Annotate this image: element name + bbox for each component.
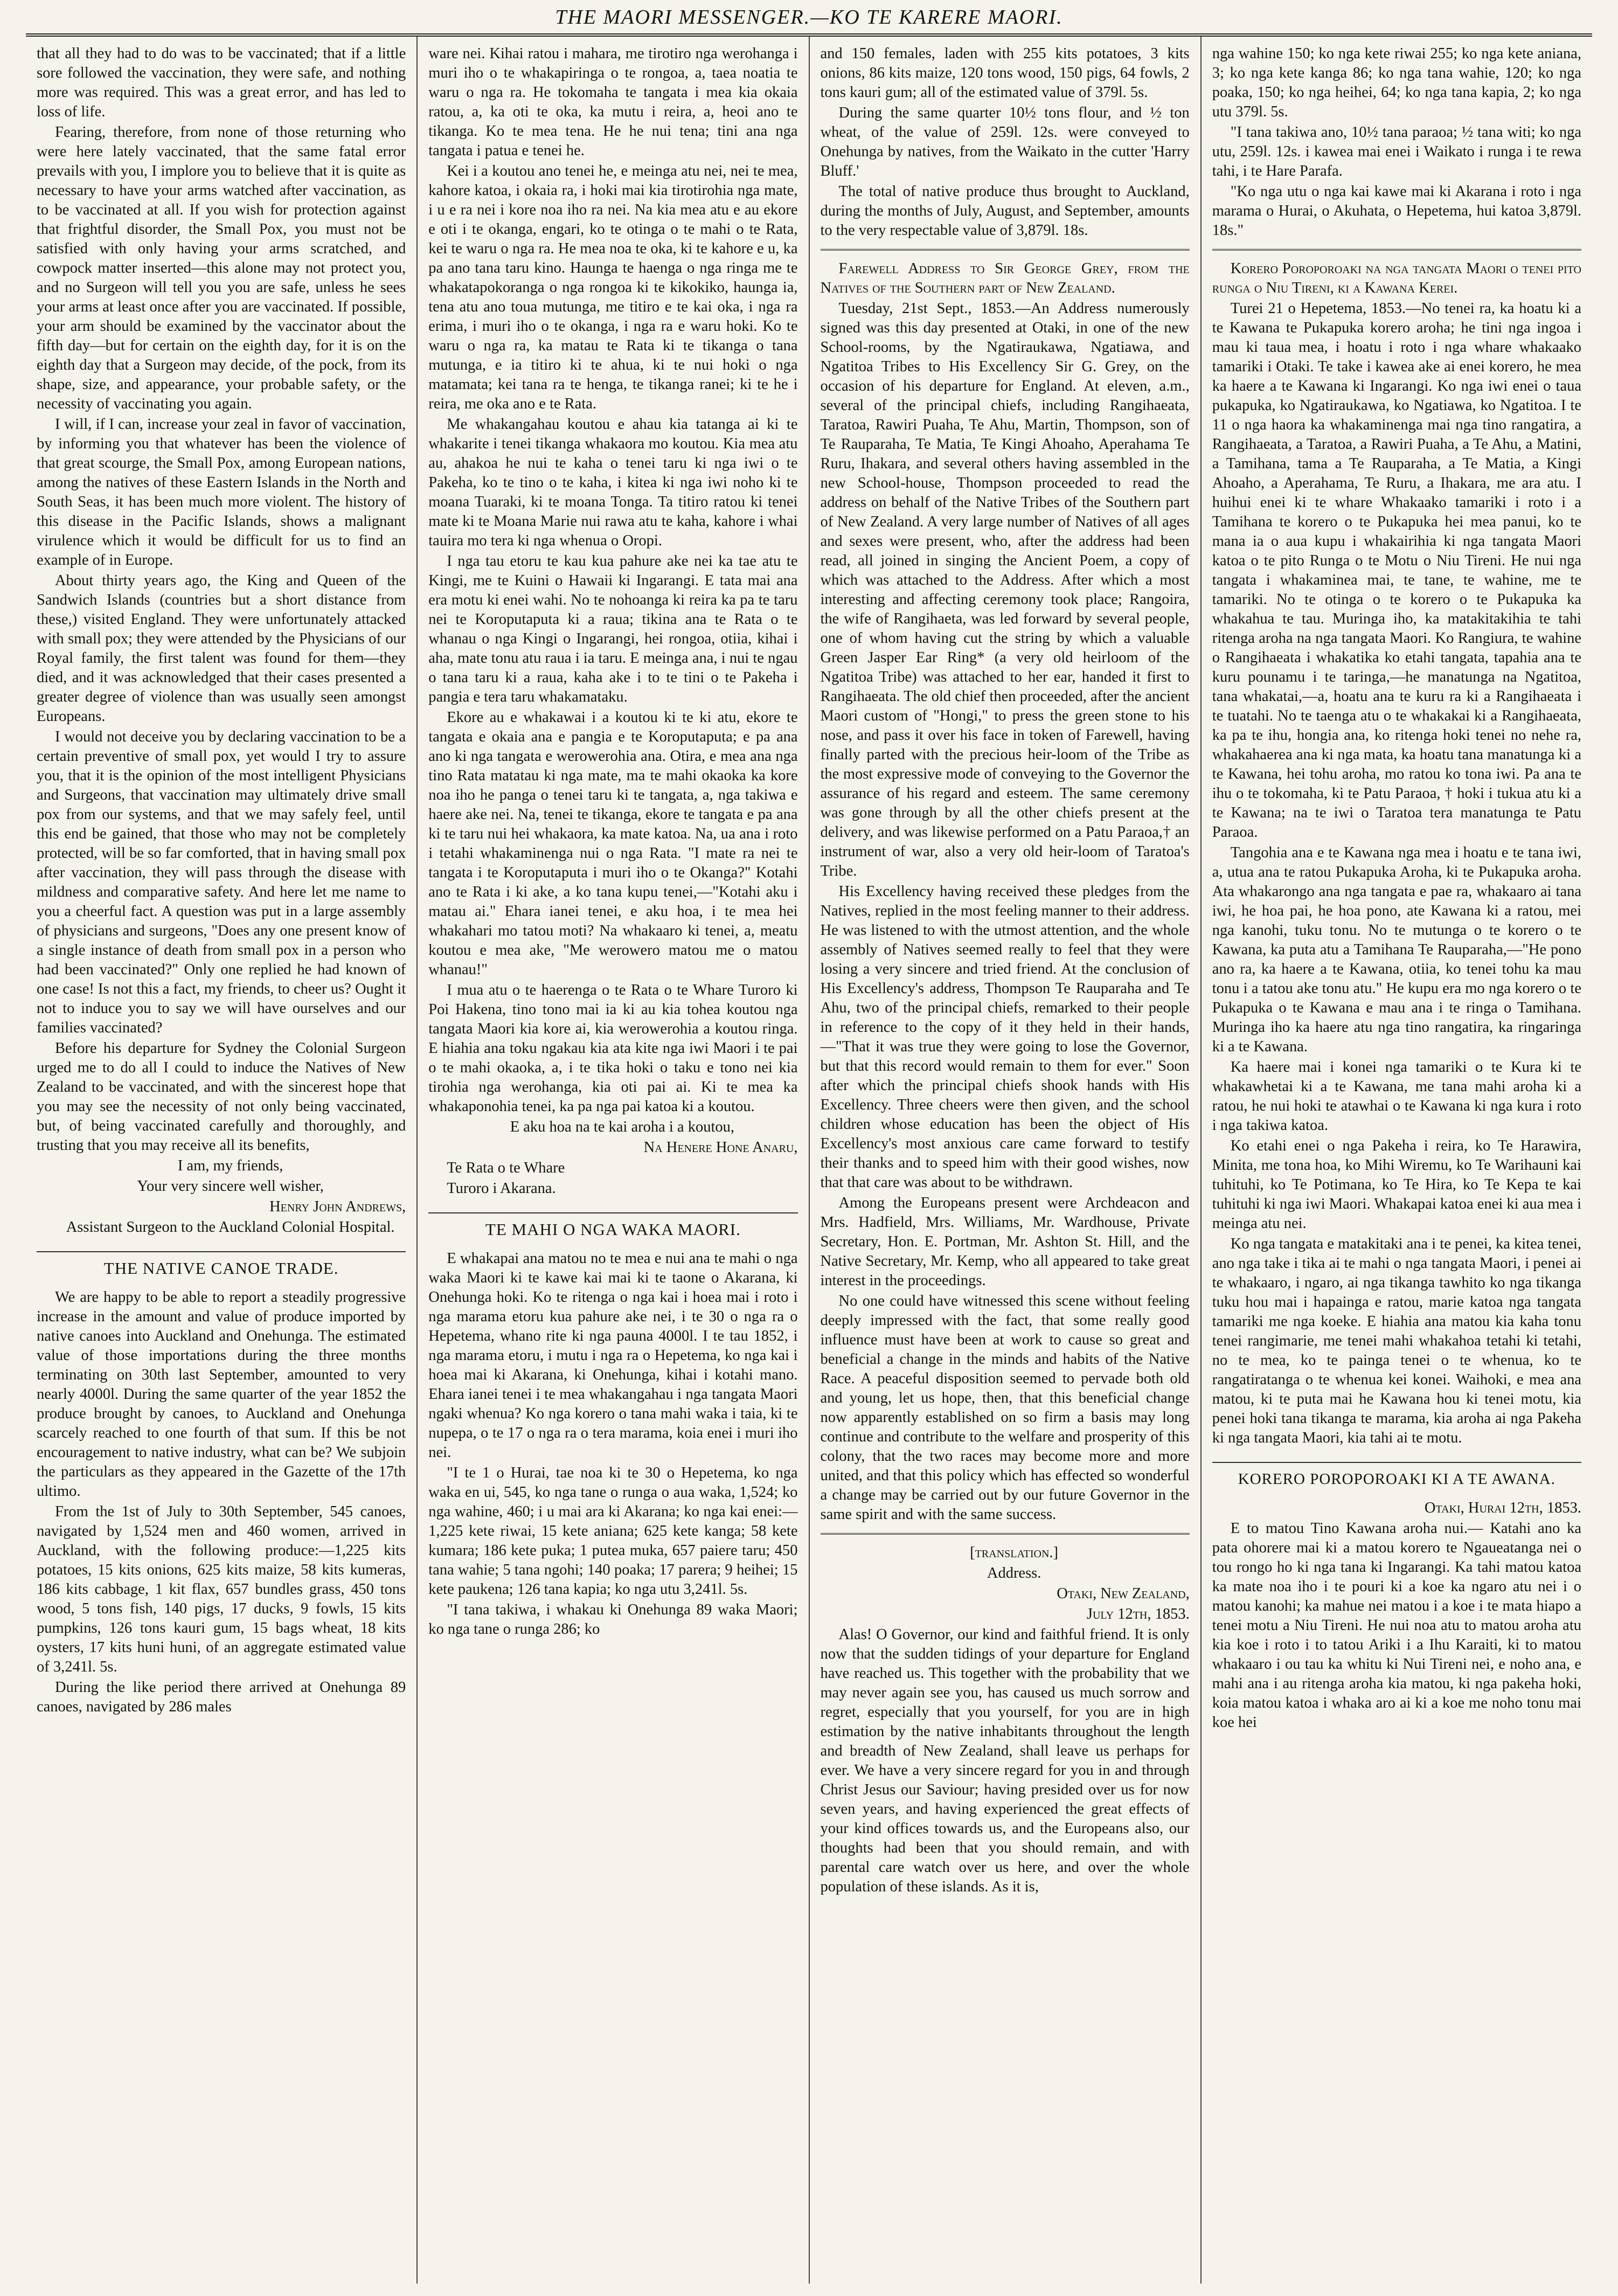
paragraph: From the 1st of July to 30th September, 545 canoes, navigated by 1,524 men and 460 women, arrived in Auckland, with the following produce:—1,225 kits potatoes, 15 kits onions, 625 kits maize, 58 kits kumeras, 186 kits cabbage, 1 kit flax, 657 bundles grass, 450 tons wood, 5 tons fish, 140 pigs, 17 ducks, 9 fowls, 15 kits pumpkins, 126 tons kauri gum, 15 bags wheat, 18 kits oysters, 17 kits huni huni, of an aggregate estimated value of 3,241l. 5s. (37, 1503, 406, 1675)
signature-line: I am, my friends, (177, 1157, 283, 1174)
date-line: Otaki, Hurai 12th, 1853. (1424, 1500, 1581, 1516)
masthead: THE MAORI MESSENGER.—KO TE KARERE MAORI. (26, 5, 1592, 37)
paragraph: "I te 1 o Hurai, tae noa ki te 30 o Hepetema, ko nga waka en ui, 545, ko nga tane o runga o aua waka, 1,524; ko nga wahine, 460; i u mai ara ki Akarana; ko nga kai enei:—1,225 kete riwai, 15 kete aniana; 625 kete kanga; 58 kete kumara; 186 kete puka; 1 putea muka, 657 paiere taru; 450 tana wahie; 5 tana ngohi; 140 poaka; 17 parera; 9 heihei; 15 kete paukena; 126 tana kapia; ko nga utu 3,241l. 5s. (428, 1465, 798, 1598)
signature-line: Your very sincere well wisher, (137, 1178, 324, 1195)
paragraph: Ko etahi enei o nga Pakeha i reira, ko Te Harawira, Minita, me tona hoa, ko Mihi Wiremu, ko Te Warihauni kai tuhituhi, ko Te Potimana, ko Te Hira, ko Te Kepa te kai tuhituhi ki nga iwi Maori. Whakapai katoa enei ki aua mea i meinga atu nei. (1212, 1137, 1581, 1232)
paragraph: I would not deceive you by declaring vaccination to be a certain preventive of small pox, yet would I try to assure you, that it is the opinion of the most intelligent Physicians and Surgeons, that vaccination may ultimately drive small pox from our systems, and that we may safely feel, until this end be gained, that those who may not be completely protected, will be so far comforted, that in having small pox after vaccination, they will pass through the disease with mildness and comparative safety. And here let me name to you a cheerful fact. A question was put in a large assembly of physicians and surgeons, "Does any one present know of a single instance of death from small pox in a person who had been vaccinated?" Only one replied he had known of one case! Is not this a fact, my friends, to cheer us? Ought it not to induce you to say we will have ourselves and our families vaccinated? (37, 729, 406, 1036)
paragraph: Kei i a koutou ano tenei he, e meinga atu nei, nei te mea, kahore katoa, i okaia ra, i hoki mai kia tirotirohia nga mate, i u e ra nei i kore noa iho ra nei. Na kia mea atu e au ekore e oti i te okanga, engari, ko te otinga o te mahi o te Rata, kei te waru o nga ra. He mea noa te oka, ki te kahore e u, ka pa ano tana taru kino. Haunga te haenga o nga ringa me te whakatapokoranga o nga rongoa ki te kikokiko, haunga ia, tena atu ano toua mutunga, me titiro e te kai oka, i nga ra erima, i muri iho o te okanga, i nga ra e waru hoki. Ko te waru o nga ra, ka matau te Rata ki te tikanga o tana mutunga, e ia titiro ki te ahua, ki te nui hoki o nga matamata; kei tana ra te henga, te tikanga ranei; ki te he i reira, me oka ano e te Rata. (428, 163, 798, 412)
signature-name: Henry John Andrews, (269, 1198, 406, 1215)
paragraph: Alas! O Governor, our kind and faithful friend. It is only now that the sudden tidings of your departure for England have reached us. This together with the probability that we may never again see you, has caused us much sorrow and regret, especially that you yourself, for you are in high estimation by the native inhabitants throughout the length and breadth of New Zealand, shall leave us perhaps for ever. We have a very sincere regard for you in and through Christ Jesus our Saviour; having presided over us for now seven years, and having experienced the great effects of your kind offices towards us, and the Europeans also, our thoughts had been that you should remain, and with parental care watch over us here, and over the whole population of these islands. As it is, (820, 1626, 1190, 1895)
paragraph: No one could have witnessed this scene without feeling deeply impressed with the fact, that some really good influence must have been at work to cause so great and beneficial a change in the minds and habits of the Native Race. A peaceful disposition seemed to pervade both old and young, let us hope, then, that this beneficial change now apparently established on so firm a basis may long continue and contribute to the welfare and prosperity of this colony, that the two races may become more and more united, and that this policy which has effected so wonderful a change may be carried out by our future Governor in the same spirit and with the same success. (820, 1293, 1190, 1523)
translation-label: [translation.] (970, 1544, 1059, 1561)
paragraph: About thirty years ago, the King and Queen of the Sandwich Islands (countries but a short distance from these,) visited England. They were unfortunately attacked with small pox; they were attended by the Physicians of our Royal family, the first talent was found for them—they died, and it was acknowledged that their cases presented a greater degree of violence than was usually seen amongst Europeans. (37, 572, 406, 725)
paragraph: During the like period there arrived at Onehunga 89 canoes, navigated by 286 males (37, 1679, 406, 1715)
paragraph: Ko nga tangata e matakitaki ana i te penei, ka kitea tenei, ano nga take i tika ai te mahi o nga tangata Maori, i penei ai te whakaaro, i ngaro, ai nga tikanga tawhito ko nga tikanga tuku hou mai i hapainga e ratou, marie katoa nga tangata tamariki me nga koeke. E hiahia ana matou kia kaha tonu tenei rangimarie, me tenei mahi whakahoa tetahi ki tetahi, no te mea, ko te painga tenei o te whenua, ko te rangatiratanga o te whenua kei konei. Waihoki, e mea ana matou, ki te puta mai he Kawana hou ki tenei motu, kia penei hoki tana tikanga te marama, kia aroha ai nga Pakeha ki nga tangata Maori, kia tahi ai te motu. (1212, 1236, 1582, 1446)
place-line: Otaki, New Zealand, (1057, 1585, 1190, 1602)
paragraph: "Ko nga utu o nga kai kawe mai ki Akarana i roto i nga marama o Hurai, o Akuhata, o Hepetema, hui katoa 3,879l. 18s." (1212, 183, 1581, 239)
paragraph: Before his departure for Sydney the Colonial Surgeon urged me to do all I could to induce the Natives of New Zealand to be vaccinated, and with the sincerest hope that you may see the necessity of not only being vaccinated, but, of being vaccinated carefully and thoroughly, and trusting that you may receive all its benefits, (37, 1040, 406, 1154)
paragraph: Me whakangahau koutou e ahau kia tatanga ai ki te whakarite i tenei tikanga whakaora mo koutou. Kia mea atu au, ahakoa he nui te kaha o tenei taru ki nga iwi o te Pakeha, ko te tino o te kaha, i kitea ki nga iwi noho ki te moana Tuaraki, ki te moana Tonga. Ta titiro ratou ki tenei mate ki te Moana Marie nui rawa atu te kaha, kahore i whai tauira mo tera ki nga whenua o Oropi. (428, 416, 798, 549)
signature-title: Te Rata o te Whare (447, 1160, 565, 1176)
divider (1212, 249, 1581, 251)
paragraph: His Excellency having received these pledges from the Natives, replied in the most feeling manner to their address. He was listened to with the utmost attention, and the whole assembly of Natives seemed really to feel that they were losing a very sincere and tried friend. At the conclusion of His Excellency's address, Thompson Te Rauparaha and Te Ahu, two of the principal chiefs, remarked to their people in reference to the copy of it they held in their hands,—"That it was true they were going to lose the Governor, but that this record would remain to them for ever." Soon after which the principal chiefs shook hands with His Excellency. Three cheers were then given, and the school children whose education has been the object of His Excellency's most anxious care came forward to testify their thanks and to speed him with their good wishes, now that that care was about to be withdrawn. (820, 883, 1190, 1191)
paragraph: nga wahine 150; ko nga kete riwai 255; ko nga kete aniana, 3; ko nga kete kanga 86; ko nga tana wahie, 120; ko nga poaka, 150; ko nga heihei, 64; ko nga tana kapia, 2; ko nga utu 379l. 5s. (1212, 45, 1581, 120)
paragraph: The total of native produce thus brought to Auckland, during the months of July, August, and September, amounts to the very respectable value of 3,879l. 18s. (820, 183, 1190, 239)
section-title: TE MAHI O NGA WAKA MAORI. (428, 1212, 797, 1239)
signature-title: Turoro i Akarana. (447, 1180, 556, 1197)
paragraph: We are happy to be able to report a steadily progressive increase in the amount and value of produce imported by native canoes into Auckland and Onehunga. The estimated value of those importations during the three months terminating on 30th last September, amounted to very nearly 4000l. During the same quarter of the year 1852 the produce brought by canoes, to Auckland and Onehunga scarcely reached to one fourth of that sum. If this be not encouragement to native industry, what can be? We subjoin the particulars as they appeared in the Gazette of the 17th ultimo. (37, 1289, 406, 1500)
section-title: Farewell Address to Sir George Grey, from the Natives of the Southern part of New Zealand. (820, 260, 1190, 296)
section-title: THE NATIVE CANOE TRADE. (37, 1251, 406, 1278)
section-title: KORERO POROPOROAKI KI A TE AWANA. (1212, 1462, 1581, 1489)
paragraph: Tangohia ana e te Kawana nga mea i hoatu e te tana iwi, a, utua ana te ratou Pukapuka Aroha, ki te Pukapuka aroha. Ata whakarongo ana nga tangata e pae ra, whakaaro ai tana iwi, he hoa pai, he hoa pono, ate Kawana ki a ratou, mei nga kanohi, tuku tonu. No te mutunga o te korero o te Kawana, ka puta atu a Tamihana Te Rauparaha,—"He pono ano ra, ka haere a te Kawana, otiia, ko tenei tohu ka mau tonu i a tatou ake tonu atu." He kupu era mo nga korero o te Pukapuka o te Kawana e mau ana i te ringa o Tamihana. Muringa iho ka haere atu nga tino rangatira, ka ringaringa ki a te Kawana. (1212, 844, 1581, 1055)
paragraph: Tuesday, 21st Sept., 1853.—An Address numerously signed was this day presented at Otaki, in one of the new School-rooms, by the Ngatiraukawa, Ngatiawa, and Ngatitoa Tribes to His Excellency Sir G. Grey, on the occasion of his departure for England. At eleven, a.m., several of the principal chiefs, including Rangihaeata, Taratoa, Rawiri Puaha, Te Ahu, Martin, Thompson, son of Te Rauparaha, Te Matia, Te Kingi Ahoaho, Aperahama Te Ruru, Ihakara, and several others having assembled in the new School-house, Thompson proceeded to read the address on behalf of the Native Tribes of the Southern part of New Zealand. A very large number of Natives of all ages and sexes were present, who, after the address had been read, all joined in singing the Ancient Poem, a copy of which was attached to the Address. After which a most interesting and affecting ceremony took place; Rangoira, the wife of Rangihaeta, was led forward by several people, one of whom having cut the string by which a valuable Green Jasper Ear Ring* (a very old heirloom of the Ngatitoa Tribe) was attached to her ear, handed it first to Rangihaeata. The old chief then proceeded, after the ancient Maori custom of "Hongi," to press the green stone to his nose, and pass it over his face in token of Farewell, having finally parted with the precious heir-loom of the Tribe as the most expressive mode of conveying to the Governor the assurance of his regard and esteem. The same ceremony was gone through by all the other chiefs present at the delivery, and was likewise performed on a Patu Paraoa,† an instrument of war, also a very old heir-loom of Taratoa's Tribe. (820, 300, 1190, 879)
column-1 (26, 37, 418, 2284)
paragraph: During the same quarter 10½ tons flour, and ½ ton wheat, of the value of 259l. 12s. were conveyed to Onehunga by natives, from the Waikato in the cutter 'Harry Bluff.' (820, 105, 1190, 179)
divider (821, 1533, 1190, 1535)
paragraph: Among the Europeans present were Archdeacon and Mrs. Hadfield, Mrs. Williams, Mr. Wardhouse, Private Secretary, Hon. E. Portman, Mr. Ashton St. Hill, and the Native Secretary, Mr. Kemp, who all appeared to take great interest in the proceedings. (820, 1195, 1190, 1289)
paragraph: I mua atu o te haerenga o te Rata o te Whare Turoro ki Poi Hakena, tino tono mai ia ki au kia tohea koutou nga tangata Maori kia kore ai, kia werowerohia a koutou ringa. E hiahia ana toku ngakau kia ata kite nga iwi Maori i te pai o te mahi okaoka, a, i te tika hoki o taku e tono nei kia tirohia nga werohanga, kia oti pai ai. Ki te mea ka whakaponohia tenei, ka pa nga pai katoa ki a koutou. (428, 982, 798, 1115)
section-title: Korero Poroporoaki na nga tangata Maori o tenei pito runga o Niu Tireni, ki a Kawana Kerei. (1212, 260, 1581, 296)
paragraph: I nga tau etoru te kau kua pahure ake nei ka tae atu te Kingi, me te Kuini o Hawaii ki Ingarangi. E tata mai ana era motu ki enei wahi. No te nohoanga ki reira ka pa te taru nei te Koroputaputa ki a raua; tikina ana te Rata o te whanau o nga Kingi o Ingarangi, hei rongoa, otiia, kihai i aha, mate tonu atu raua i ia taru. E meinga ana, i nui te ngau o tana taru ki a raua, kaha ake i to te tini o te Pakeha i pangia e tera taru whakamataku. (428, 553, 798, 705)
paragraph: that all they had to do was to be vaccinated; that if a little sore followed the vaccination, they were safe, and nothing more was required. This was a great error, and has led to loss of life. (37, 45, 406, 120)
paragraph: and 150 females, laden with 255 kits potatoes, 3 kits onions, 86 kits maize, 120 tons wood, 150 pigs, 64 fowls, 2 tons kauri gum; all of the estimated value of 379l. 5s. (820, 45, 1190, 101)
divider (821, 249, 1190, 251)
signature-title: Assistant Surgeon to the Auckland Colonial Hospital. (66, 1219, 395, 1236)
column-4 (1202, 37, 1592, 2284)
paragraph: "I tana takiwa, i whakau ki Onehunga 89 waka Maori; ko nga tane o runga 286; ko (428, 1601, 798, 1638)
date-line: July 12th, 1853. (1086, 1606, 1190, 1622)
paragraph: E to matou Tino Kawana aroha nui.— Katahi ano ka pata ohorere mai ki a matou korero te Ngaueatanga nei o tou rongo ho ki nga tana ki Ingarangi. Ka tahi matou katoa ka mate noa iho i te pouri ki a koe ka ngaro atu nei i o matou kanohi; ka mahue nei matou i a koe i te mata hiapo a tenei motu a Niu Tireni. He nui noa atu to matou aroha atu kia koe i roto i to tatou Ariki i a Ihu Karaiti, ki to matou whakaaro i ou tau ka whitu ki Nui Tireni nei, e noho ana, e mahi ana i au ritenga aroha kia matou, ki nga pakeha hoki, koia matou katoa i whaka aro ai ki a koe me noho tonu mai koe hei (1212, 1520, 1581, 1731)
paragraph: ware nei. Kihai ratou i mahara, me tirotiro nga werohanga i muri iho o te whakapiringa o te rongoa, a, taea noatia te waru o nga ra. He tokomaha te tangata i mea kia okaia ratou, a, ka oti te oka, ka mutu i reira, a, heoi ano te tikanga. Ko te mea tena. He he nui tena; tini ana nga tangata i patua e tenei he. (428, 45, 798, 159)
columns (26, 37, 1592, 2284)
paragraph: Fearing, therefore, from none of those returning who were here lately vaccinated, that the same fatal error prevails with you, I implore you to believe that it is quite as necessary to have your arms watched after vaccination, as to be vaccinated at all. If you wish for protection against that frightful disorder, the Small Pox, you must not be satisfied with only having your arms scratched, and cowpock matter inserted—this alone may not protect you, and no Surgeon will tell you you are safe, unless he sees your arms at least once after you are vaccinated. If possible, your arm should be examined by the vaccinator about the fifth day—but for certain on the eighth day, for it is on the eighth day that a Surgeon may decide, of the pock, from its shape, size, and appearance, your probable safety, or the necessity of vaccinating you again. (37, 124, 406, 412)
paragraph: Ekore au e whakawai i a koutou ki te ki atu, ekore te tangata e okaia ana e pangia e te Koroputaputa; e pa ana ano ki nga tangata e werowerohia ana. Otira, e mea ana nga tino Rata matatau ki nga mate, ma te mahi okaoka ka kore noa iho he panga o tenei taru ki te tangata, a, nga takiwa e haere ake nei. Na, tenei te tikanga, ekore te tangata e pa ana ki te taru nui hei whakaora, ka mate katoa. Na, ua ana i roto i tetahi whakaminenga nui o nga Rata. "I mate ra nei te tangata i te Koroputaputa i muri iho o te Okanga?" Kotahi ano te Rata i ki ake, a ko tana kupu tenei,—"Kotahi aku i matau ai." Ehara ianei tenei, e aku hoa, i te mea hei whakahari mo tatou moti? Na whakaaro ki tenei, a, meatu koutou e mea ake, "Me werowero matou me o matou whanau!" (428, 709, 798, 978)
column-3 (810, 37, 1202, 2284)
paragraph: Turei 21 o Hepetema, 1853.—No tenei ra, ka hoatu ki a te Kawana te Pukapuka korero aroha; he tini nga ingoa i mau ki taua mea, i hoatu i roto i nga whare whakaako tamariki i Otaki. Te take i kawea ake ai enei korero, he mea ka haere a te Kawana ki Ingarangi. Ko nga iwi enei o taua pukapuka, ko Ngatiraukawa, ko Ngatiawa, ko Ngatitoa. I te 11 o nga haora ka whakaminenga mai nga tino rangatira, a Rangihaeata, a Taratoa, a Rawiri Puaha, a Te Ahu, a Matini, a Tamihana, tama a Te Rauparaha, a Te Matia, a Kingi Ahoaho, a Aperahama, Te Ruru, a Ihakara, me ara atu. I huihui enei ki te whare Whakaako tamariki i roto i a Tamihana te korero o te Pukapuka hei mea panui, ko te mana ia o aua kupu i whakairihia ki nga tangata Maori katoa o te pito Runga o te Motu o Niu Tireni. He nui nga tangata i whakaminea mai, te tane, te wahine, me te tamariki. No te otinga o te korero o te Pukapuka ka whakahua te tau. Muringa iho, ka matakitakihia te tahi ritenga aroha na nga tangata Maori. Ko Rangiura, te wahine o Rangihaeata i whakatika ko etahi tangata, tapahia ana te kuru pounamu i te taringa,—he manatunga na Ngatitoa, tana whakatai,—a, hoatu ana te kuru ra ki a Rangihaeata i te tuatahi. No te taenga atu o te whakakai ki a Rangihaeata, ka pa te ihu, hongia ana, ko ritenga hoki tenei no nehe ra, whakahaerea ana ki nga mata, ka hoatu tana manatunga ki a te Kawana, hei tohu aroha, mo ratou ko tona iwi. Pa ana te ihu o te tokomaha, ki te Patu Paraoa, † hoki i tukua atu ki a te Kawana; na te iwi o Taratoa tera manatunga te Patu Paraoa. (1212, 300, 1581, 841)
paragraph: E whakapai ana matou no te mea e nui ana te mahi o nga waka Maori ki te kawe kai mai ki te taone o Akarana, ki Onehunga hoki. Ko te ritenga o nga kai i hoea mai i roto i nga marama etoru kua pahure ake nei, i te 30 o nga ra o Hepetema, whano rite ki nga pauna 4000l. I te tau 1852, i nga marama etoru, i mutu i nga ra o Hepetema, ko nga kai i hoea mai ki Akarana, ki Onehunga, kihai i kotahi mano. Ehara ianei tenei i te mea whakangahau i nga tangata Maori ngaki whenua? Ko nga korero o tana mahi waka i taia, ki te nupepa, o te 17 o nga ra o tera marama, koia enei i muri iho nei. (428, 1250, 798, 1461)
address-heading: Address. (987, 1565, 1041, 1581)
signature-line: E aku hoa na te kai aroha i a koutou, (510, 1119, 735, 1135)
signature-name: Na Henere Hone Anaru, (643, 1139, 798, 1156)
paragraph: Ka haere mai i konei nga tamariki o te Kura ki te whakawhetai ki a te Kawana, me tana mahi aroha ki a ratou, he nui hoki te atawhai o te Kawana ki nga kura i roto i nga takiwa katoa. (1212, 1059, 1581, 1134)
paragraph: "I tana takiwa ano, 10½ tana paraoa; ½ tana witi; ko nga utu, 259l. 12s. i kawea mai enei i Waikato i runga i te rewa tahi, i te Hare Parafa. (1212, 124, 1581, 179)
column-2 (418, 37, 809, 2284)
paragraph: I will, if I can, increase your zeal in favor of vaccination, by informing you that whatever has been the violence of that great scourge, the Small Pox, among European nations, among the natives of these Eastern Islands in the North and South Seas, it has been much more violent. The history of this disease in the Pacific Islands, shows a malignant virulence which it would be difficult for us to find an example of in Europe. (37, 416, 406, 568)
